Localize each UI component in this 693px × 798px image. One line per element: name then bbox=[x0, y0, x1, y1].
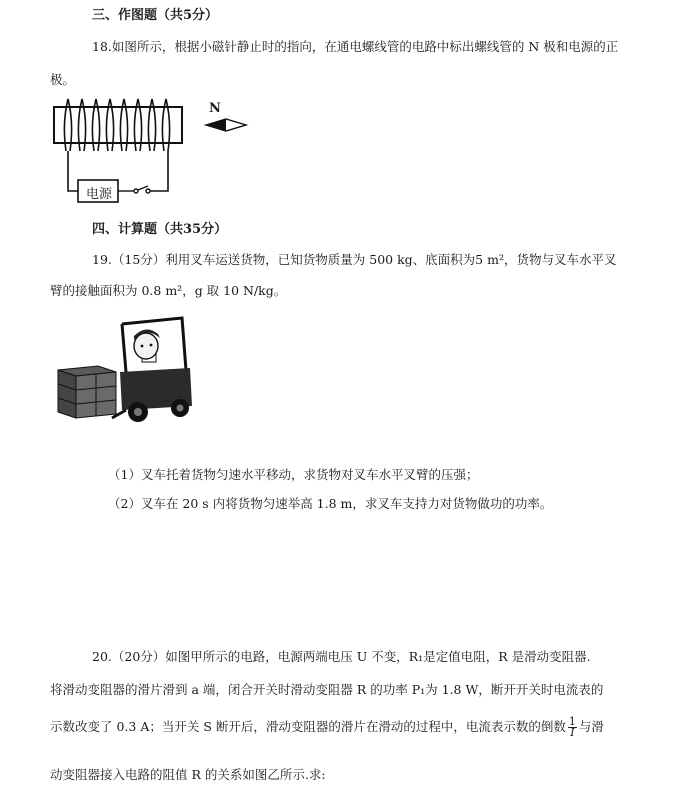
magnet-north-label: N bbox=[209, 101, 221, 116]
question-18-text: 18.如图所示，根据小磁针静止时的指向，在通电螺线管的电路中标出螺线管的 N 极和电源的正 bbox=[92, 39, 619, 54]
fraction-denominator: I bbox=[570, 726, 575, 739]
question-19-text: 19.（15分）利用叉车运送货物，已知货物质量为 500 kg、底面积为5 m²，货物与叉车水平叉 bbox=[92, 252, 617, 267]
switch bbox=[118, 186, 150, 193]
question-20-text-line-2: 将滑动变阻器的滑片滑到 a 端，闭合开关时滑动变阻器 R 的功率 P₁为 1.8 W，断开开关时电流表的 bbox=[50, 682, 604, 697]
forklift-illustration bbox=[50, 310, 200, 430]
reciprocal-current-fraction bbox=[568, 717, 577, 738]
question-20-text: 20.（20分）如图甲所示的电路，电源两端电压 U 不变，R₁是定值电阻，R 是滑动变阻器. bbox=[92, 649, 591, 664]
magnet-needle bbox=[206, 119, 246, 131]
section-3-heading: 三、作图题（共5分） bbox=[92, 8, 219, 23]
solenoid-circuit-figure bbox=[48, 85, 258, 210]
power-source-label: 电源 bbox=[86, 187, 113, 202]
question-20-line-3-b: 与滑 bbox=[578, 719, 604, 734]
question-20-text-line-3 bbox=[50, 717, 604, 738]
question-20-line-3-a: 示数改变了 0.3 A；当开关 S 断开后，滑动变阻器的滑片在滑动的过程中，电流表示数的倒数 bbox=[50, 719, 566, 734]
question-20-text-line-4: 动变阻器接入电路的阻值 R 的关系如图乙所示.求: bbox=[50, 767, 326, 782]
question-19-part-2: （2）叉车在 20 s 内将货物匀速举高 1.8 m，求叉车支持力对货物做功的功率。 bbox=[108, 496, 553, 511]
question-19-part-1: （1）叉车托着货物匀速水平移动，求货物对叉车水平叉臂的压强； bbox=[108, 467, 479, 482]
section-4-heading: 四、计算题（共35分） bbox=[92, 222, 228, 237]
question-18-text-cont: 极。 bbox=[50, 72, 76, 87]
fraction-numerator: 1 bbox=[568, 715, 576, 728]
question-19-text-cont: 臂的接触面积为 0.8 m²，g 取 10 N/kg。 bbox=[50, 283, 287, 298]
cargo-boxes bbox=[58, 366, 116, 418]
